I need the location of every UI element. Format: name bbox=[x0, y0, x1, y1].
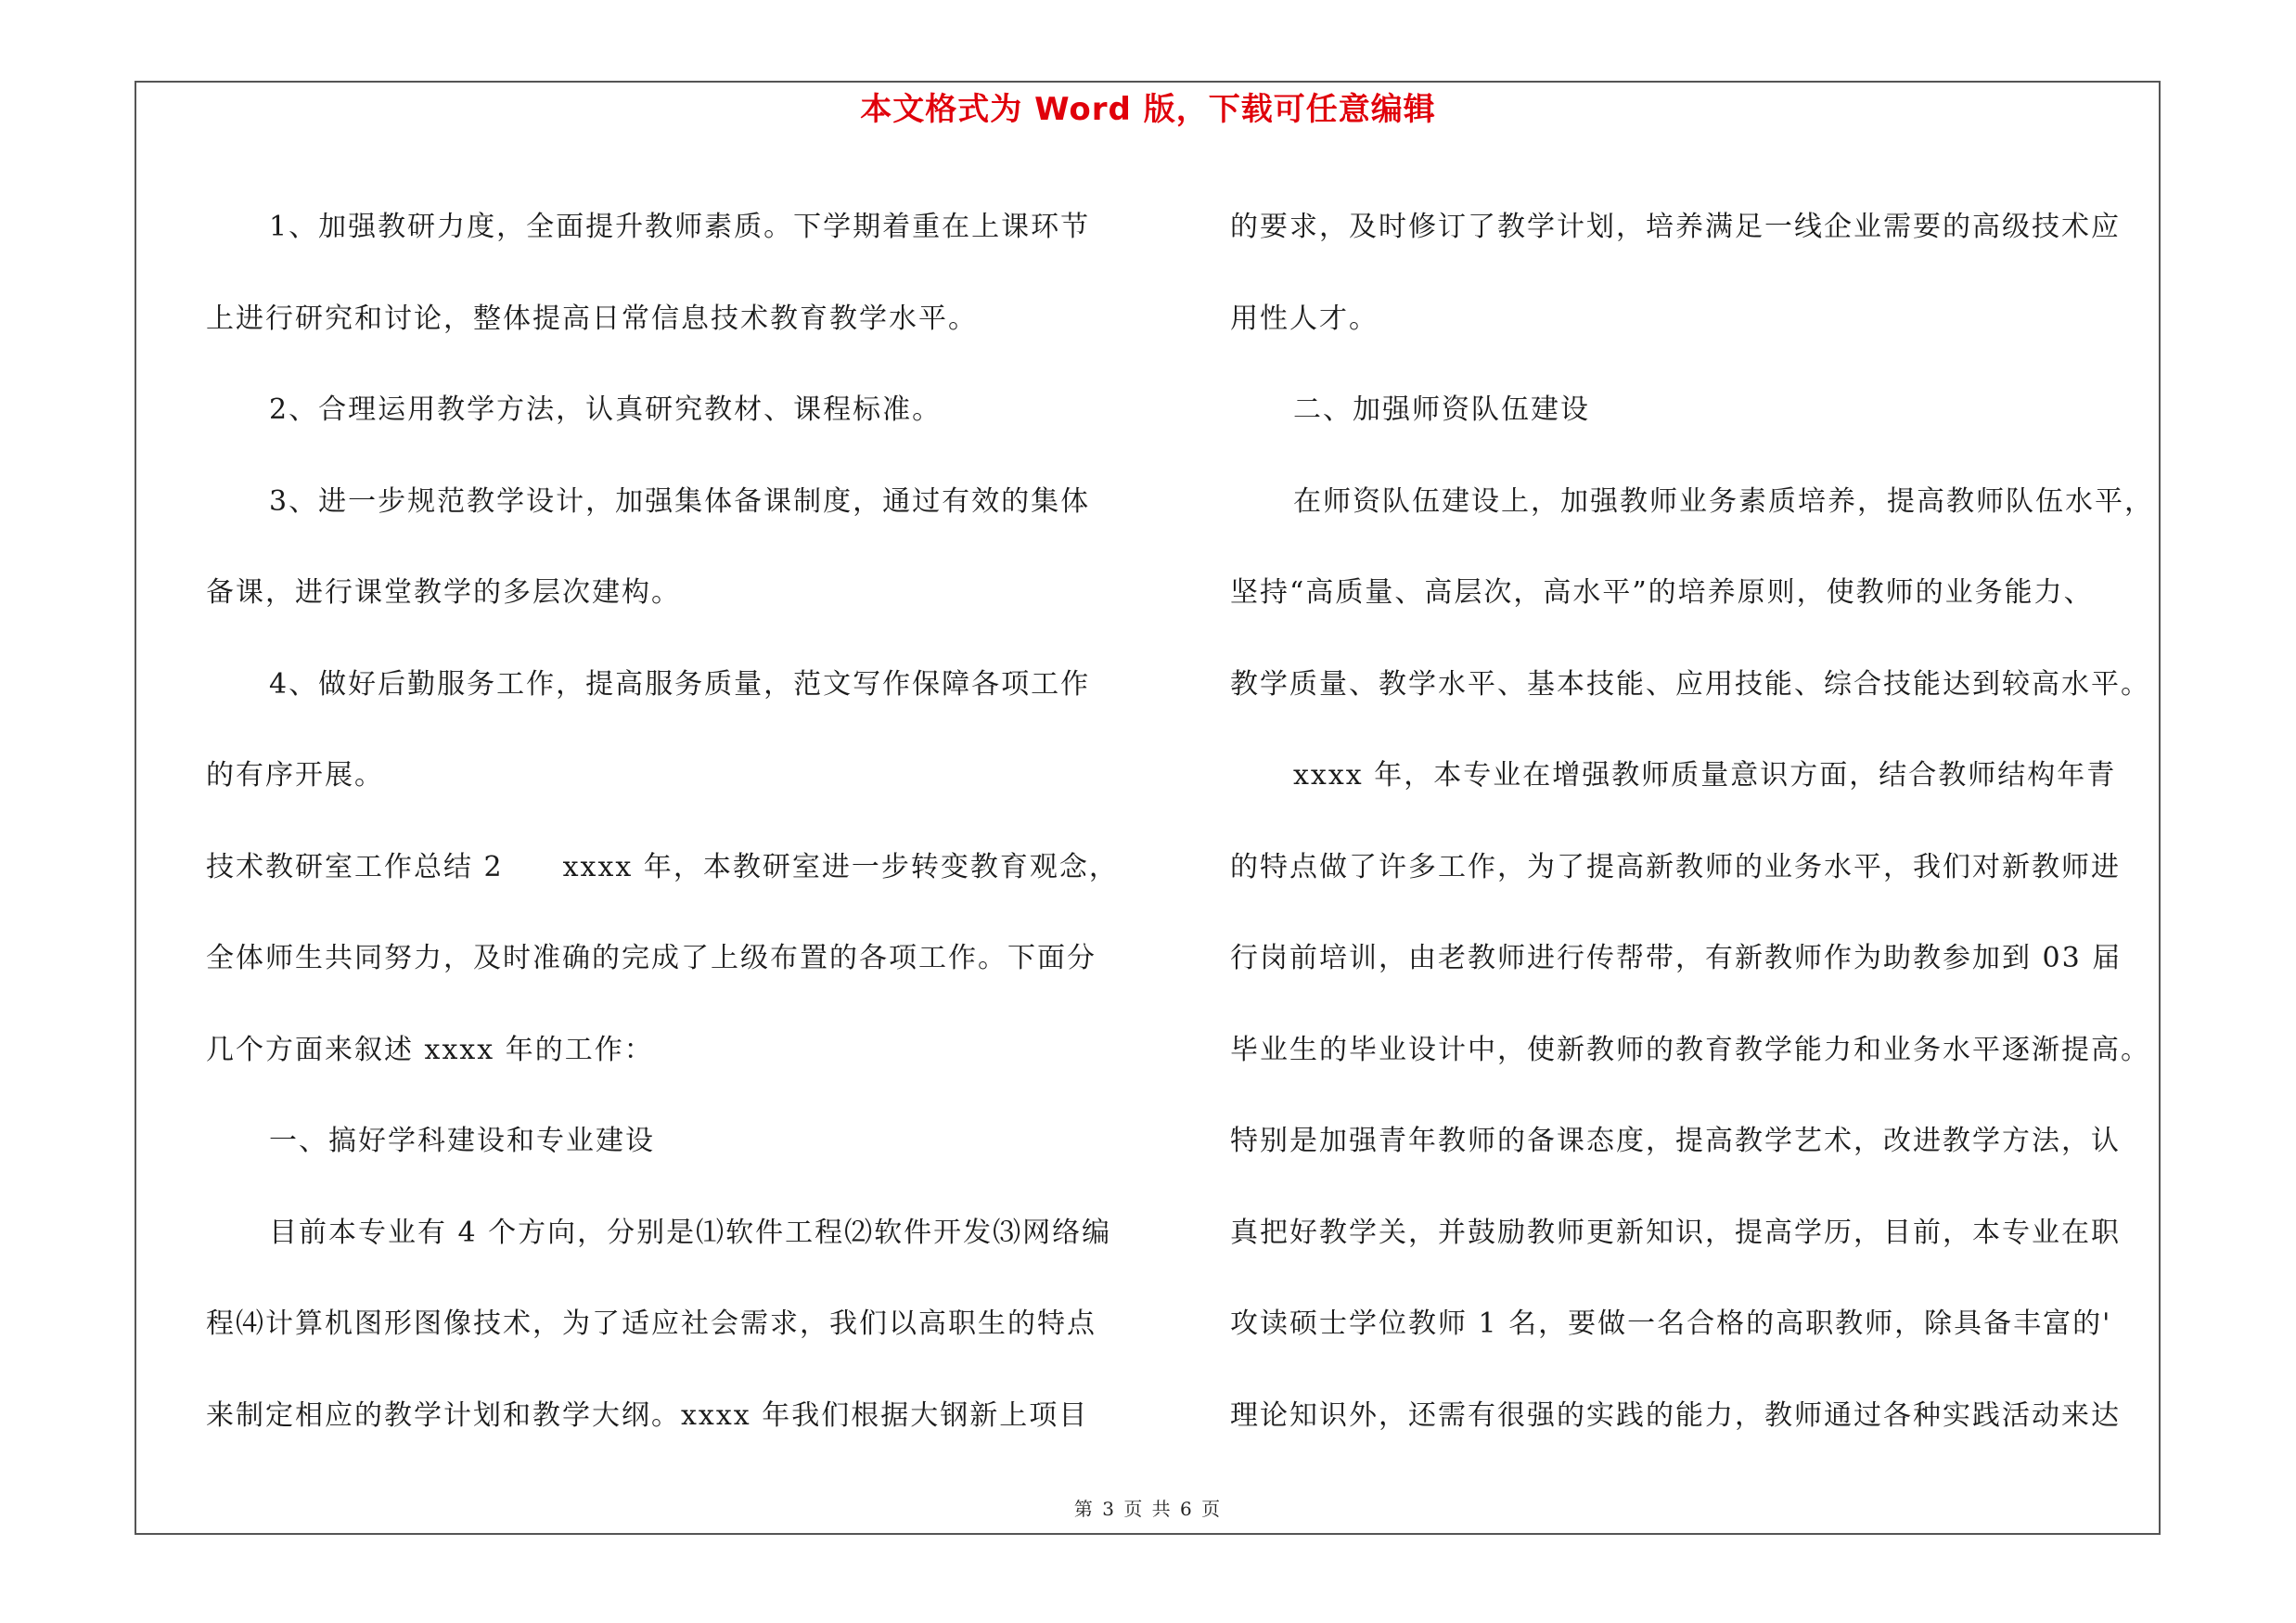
paragraph-line: 的特点做了许多工作，为了提高新教师的业务水平，我们对新教师进 bbox=[1230, 850, 2121, 883]
paragraph-line: 理论知识外，还需有很强的实践的能力，教师通过各种实践活动来达 bbox=[1230, 1398, 2121, 1432]
section-heading: 一、搞好学科建设和专业建设 bbox=[269, 1125, 655, 1157]
paragraph-line: 特别是加强青年教师的备课态度，提高教学艺术，改进教学方法，认 bbox=[1230, 1125, 2121, 1157]
word-format-banner: 本文格式为 Word 版，下载可任意编辑 bbox=[860, 91, 1436, 128]
paragraph-line: 攻读硕士学位教师 1 名，要做一名合格的高职教师，除具备丰富的' bbox=[1230, 1307, 2112, 1340]
paragraph-line: 1、加强教研力度，全面提升教师素质。下学期着重在上课环节 bbox=[269, 211, 1091, 243]
paragraph-line: 在师资队伍建设上，加强教师业务素质培养，提高教师队伍水平， bbox=[1293, 484, 2154, 518]
paragraph-line: 的有序开展。 bbox=[206, 759, 384, 792]
paragraph-line: 目前本专业有 4 个方向，分别是⑴软件工程⑵软件开发⑶网络编 bbox=[269, 1216, 1112, 1249]
right-text-column bbox=[1230, 182, 2172, 1462]
paragraph-line: 全体师生共同努力，及时准确的完成了上级布置的各项工作。下面分 bbox=[206, 942, 1097, 974]
page-number-footer: 第 3 页 共 6 页 bbox=[1073, 1498, 1223, 1520]
paragraph-line: 备课，进行课堂教学的多层次建构。 bbox=[206, 576, 681, 609]
paragraph-line: 程⑷计算机图形图像技术，为了适应社会需求，我们以高职生的特点 bbox=[206, 1307, 1097, 1340]
paragraph-line: 行岗前培训，由老教师进行传帮带，有新教师作为助教参加到 03 届 bbox=[1230, 942, 2123, 974]
paragraph-line: 4、做好后勤服务工作，提高服务质量，范文写作保障各项工作 bbox=[269, 667, 1091, 701]
paragraph-line: 真把好教学关，并鼓励教师更新知识，提高学历，目前，本专业在职 bbox=[1230, 1216, 2121, 1249]
paragraph-line: 3、进一步规范教学设计，加强集体备课制度，通过有效的集体 bbox=[269, 484, 1091, 518]
section-title-line: 技术教研室工作总结 2 xxxx 年，本教研室进一步转变教育观念， bbox=[206, 850, 1119, 883]
left-text-column bbox=[206, 182, 1137, 1462]
paragraph-line: 教学质量、教学水平、基本技能、应用技能、综合技能达到较高水平。 bbox=[1230, 667, 2150, 701]
paragraph-line: 2、合理运用教学方法，认真研究教材、课程标准。 bbox=[269, 393, 943, 426]
paragraph-line: 的要求，及时修订了教学计划，培养满足一线企业需要的高级技术应 bbox=[1230, 211, 2121, 243]
paragraph-line: xxxx 年，本专业在增强教师质量意识方面，结合教师结构年青 bbox=[1293, 759, 2117, 792]
paragraph-line: 上进行研究和讨论，整体提高日常信息技术教育教学水平。 bbox=[206, 302, 978, 335]
paragraph-line: 来制定相应的教学计划和教学大纲。xxxx 年我们根据大钢新上项目 bbox=[206, 1398, 1089, 1432]
paragraph-line: 用性人才。 bbox=[1230, 302, 1379, 335]
section-heading: 二、加强师资队伍建设 bbox=[1293, 393, 1590, 426]
paragraph-line: 毕业生的毕业设计中，使新教师的教育教学能力和业务水平逐渐提高。 bbox=[1230, 1033, 2150, 1066]
paragraph-line: 几个方面来叙述 xxxx 年的工作： bbox=[206, 1033, 654, 1066]
paragraph-line: 坚持“高质量、高层次，高水平”的培养原则，使教师的业务能力、 bbox=[1230, 576, 2094, 609]
